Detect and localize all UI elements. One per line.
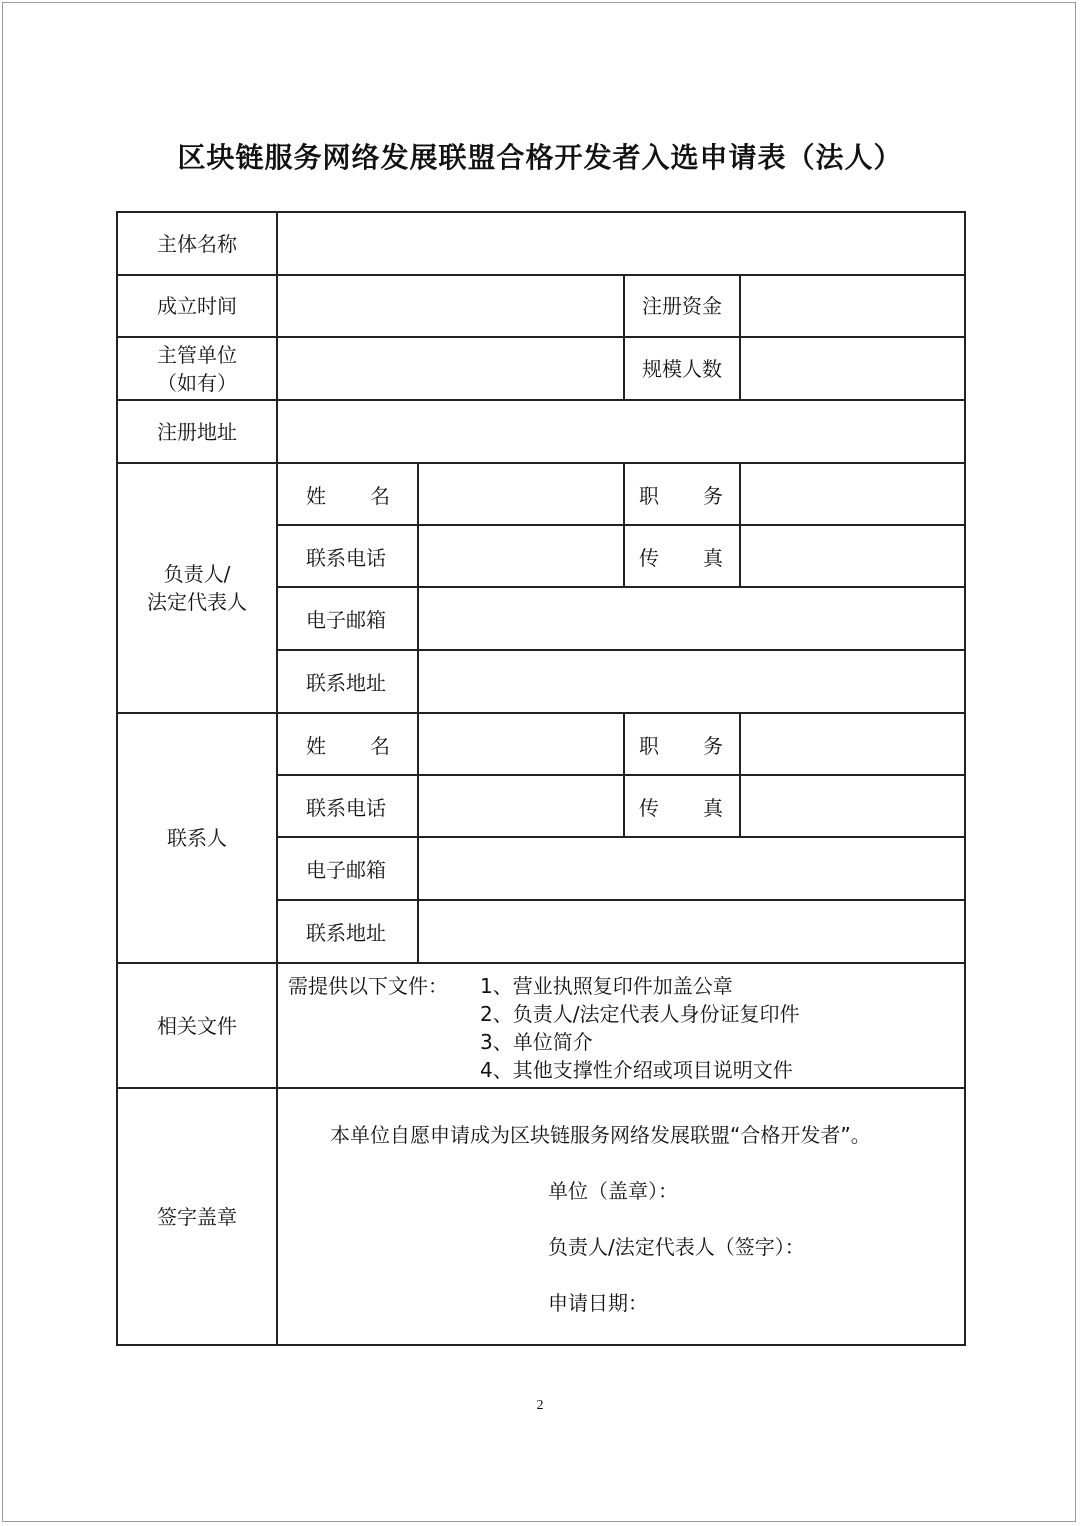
contact-position-label bbox=[624, 713, 740, 775]
contact-fax-char-1: 传 bbox=[639, 795, 659, 820]
rep-phone-label: 联系电话 bbox=[277, 525, 418, 587]
row-contact-name bbox=[117, 713, 965, 775]
contact-position-field[interactable] bbox=[740, 713, 965, 775]
contact-name-label bbox=[277, 713, 418, 775]
row-registered-address bbox=[117, 400, 965, 463]
authority-label bbox=[117, 337, 277, 400]
registered-address-field[interactable] bbox=[277, 400, 965, 463]
established-field[interactable] bbox=[277, 275, 624, 337]
contact-fax-field[interactable] bbox=[740, 775, 965, 837]
application-date-line: 申请日期： bbox=[548, 1291, 648, 1315]
authority-field[interactable] bbox=[277, 337, 624, 400]
rep-name-char-1: 姓 bbox=[306, 483, 326, 508]
page-number: 2 bbox=[536, 1398, 544, 1413]
documents-label: 相关文件 bbox=[117, 963, 277, 1088]
contact-name-char-1: 姓 bbox=[306, 733, 326, 758]
contact-name-char-2: 名 bbox=[370, 733, 390, 758]
rep-name-label bbox=[277, 463, 418, 525]
application-form-table bbox=[116, 211, 966, 1346]
rep-name-field[interactable] bbox=[418, 463, 624, 525]
documents-list bbox=[480, 972, 799, 1084]
row-signature bbox=[117, 1088, 965, 1345]
staff-size-field[interactable] bbox=[740, 337, 965, 400]
contact-phone-field[interactable] bbox=[418, 775, 624, 837]
contact-fax-char-2: 真 bbox=[703, 795, 723, 820]
rep-fax-label bbox=[624, 525, 740, 587]
rep-name-char-2: 名 bbox=[370, 483, 390, 508]
row-entity-name bbox=[117, 212, 965, 275]
contact-address-label: 联系地址 bbox=[277, 900, 418, 963]
rep-fax-field[interactable] bbox=[740, 525, 965, 587]
contact-email-field[interactable] bbox=[418, 837, 965, 900]
documents-item-1: 1、营业执照复印件加盖公章 bbox=[480, 974, 733, 998]
documents-item-4: 4、其他支撑性介绍或项目说明文件 bbox=[480, 1058, 793, 1082]
authority-label-line2: （如有） bbox=[157, 370, 237, 395]
legal-rep-label-line1: 负责人/ bbox=[163, 562, 231, 586]
contact-phone-label: 联系电话 bbox=[277, 775, 418, 837]
entity-name-field[interactable] bbox=[277, 212, 965, 275]
staff-size-label: 规模人数 bbox=[624, 337, 740, 400]
documents-lead: 需提供以下文件： bbox=[288, 974, 448, 998]
entity-name-label: 主体名称 bbox=[117, 212, 277, 275]
rep-email-label: 电子邮箱 bbox=[277, 587, 418, 650]
contact-address-field[interactable] bbox=[418, 900, 965, 963]
rep-position-field[interactable] bbox=[740, 463, 965, 525]
row-established bbox=[117, 275, 965, 337]
contact-label: 联系人 bbox=[117, 713, 277, 963]
documents-item-3: 3、单位简介 bbox=[480, 1030, 593, 1054]
rep-signature-line: 负责人/法定代表人（签字）： bbox=[548, 1235, 805, 1259]
form-title: 区块链服务网络发展联盟合格开发者入选申请表（法人） bbox=[177, 141, 903, 174]
legal-rep-label-line2: 法定代表人 bbox=[147, 590, 247, 614]
contact-fax-label bbox=[624, 775, 740, 837]
contact-email-label: 电子邮箱 bbox=[277, 837, 418, 900]
rep-fax-char-2: 真 bbox=[703, 545, 723, 570]
authority-label-line1: 主管单位 bbox=[157, 342, 237, 367]
contact-position-char-1: 职 bbox=[639, 733, 659, 758]
row-rep-name bbox=[117, 463, 965, 525]
rep-email-field[interactable] bbox=[418, 587, 965, 650]
registered-capital-label: 注册资金 bbox=[624, 275, 740, 337]
rep-phone-field[interactable] bbox=[418, 525, 624, 587]
contact-position-char-2: 务 bbox=[703, 733, 723, 758]
documents-item-2: 2、负责人/法定代表人身份证复印件 bbox=[480, 1002, 800, 1026]
documents-cell bbox=[277, 963, 965, 1088]
row-authority bbox=[117, 337, 965, 400]
rep-address-label: 联系地址 bbox=[277, 650, 418, 713]
legal-rep-label bbox=[117, 463, 277, 713]
rep-fax-char-1: 传 bbox=[639, 545, 659, 570]
unit-seal-line: 单位（盖章）： bbox=[548, 1179, 678, 1203]
registered-address-label: 注册地址 bbox=[117, 400, 277, 463]
row-documents bbox=[117, 963, 965, 1088]
contact-name-field[interactable] bbox=[418, 713, 624, 775]
rep-position-char-1: 职 bbox=[639, 483, 659, 508]
rep-address-field[interactable] bbox=[418, 650, 965, 713]
signature-label: 签字盖章 bbox=[117, 1088, 277, 1345]
registered-capital-field[interactable] bbox=[740, 275, 965, 337]
rep-position-label bbox=[624, 463, 740, 525]
declaration-text: 本单位自愿申请成为区块链服务网络发展联盟“合格开发者”。 bbox=[330, 1123, 871, 1147]
rep-position-char-2: 务 bbox=[703, 483, 723, 508]
established-label: 成立时间 bbox=[117, 275, 277, 337]
signature-cell[interactable] bbox=[277, 1088, 965, 1345]
